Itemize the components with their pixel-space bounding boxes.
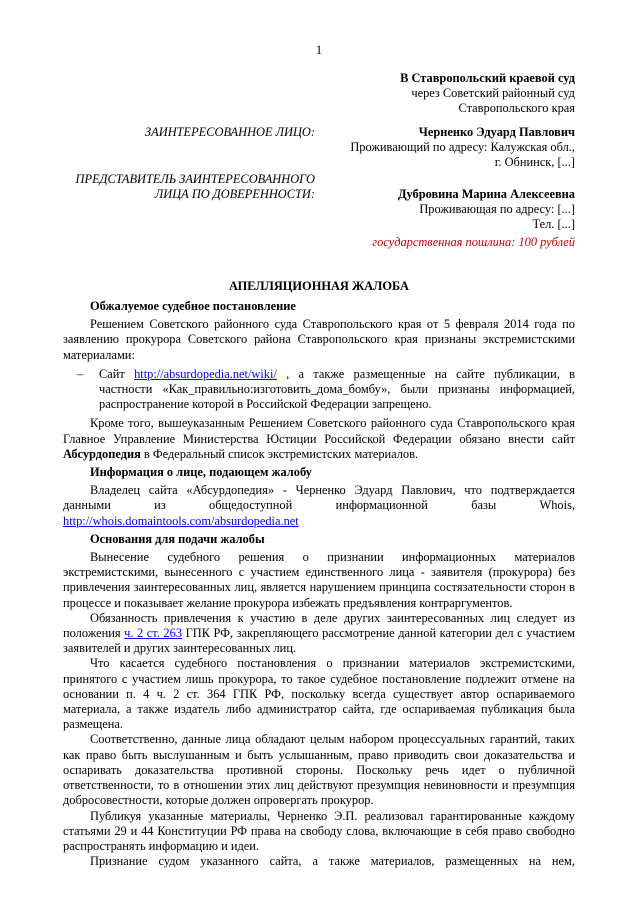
paragraph: Решением Советского районного суда Ставропольского края от 5 февраля 2014 года по заявлению прокурора Советского района Ставропольского края признаны экстремистскими материалами: (63, 317, 575, 362)
section-heading-appellant-info: Информация о лице, подающем жалобу (90, 465, 312, 480)
law-article-link[interactable]: ч. 2 ст. 263 (124, 626, 183, 641)
section-heading-appealed-decision: Обжалуемое судебное постановление (90, 299, 296, 313)
document-title: АПЕЛЛЯЦИОННАЯ ЖАЛОБА (228, 279, 410, 293)
paragraph: Соответственно, данные лица обладают целым набором процессуальных гарантий, таких как право быть выслушанным и быть услышанным, право приводить свои доказательства и оспаривать доказательства противной стороны. Поскольку речь идет о публичной ответственности, то в отношении этих лиц действуют презумпция невиновности и презумпция добросовестности, которые должен опровергать прокурор. (63, 732, 575, 808)
paragraph: Обязанность привлечения к участию в деле других заинтересованных лиц следует из положения ч. 2 ст. 263 ГПК РФ, закрепляющего рассмотрение данной категории дел с участием заявителей и других заинтересованных лиц. (63, 610, 576, 656)
site-name-bold: Абсурдопедия (63, 446, 141, 461)
interested-party-name: Черненко Эдуард Павлович (418, 125, 575, 139)
absurdopedia-link[interactable]: http://absurdopedia.net/wiki/ (134, 366, 277, 381)
interested-party-address-2: г. Обнинск, [...] (494, 155, 575, 170)
court-line-3: Ставропольского края (458, 101, 575, 116)
paragraph: Признание судом указанного сайта, а также материалов, размещенных на нем, (90, 854, 575, 869)
court-line-2: через Советский районный суд (411, 86, 575, 101)
representative-address: Проживающая по адресу: [...] (419, 202, 575, 217)
whois-link[interactable]: http://whois.domaintools.com/absurdopedia.net (63, 513, 299, 528)
representative-role: ПРЕДСТАВИТЕЛЬ ЗАИНТЕРЕСОВАННОГО ЛИЦА ПО ДОВЕРЕННОСТИ: (75, 172, 315, 202)
state-fee: государственная пошлина: 100 рублей (372, 235, 575, 249)
interested-party-address-1: Проживающий по адресу: Калужская обл., (350, 140, 575, 155)
document-body (63, 296, 575, 869)
page-number: 1 (315, 43, 323, 57)
bullet-dash: – (77, 366, 84, 381)
interested-party-role: ЗАИНТЕРЕСОВАННОЕ ЛИЦО: (145, 125, 315, 139)
court-line-1: В Ставропольский краевой суд (400, 71, 575, 85)
paragraph: Вынесение судебного решения о признании информационных материалов экстремистскими, вынесенного с участием единственного лица - заявителя (прокурора) без привлечения заинтересованных лиц, является нарушением принципа состязательности сторон в процессе и показывает желание прокурора избежать предъявления контраргументов. (63, 550, 575, 610)
representative-name: Дубровина Марина Алексеевна (397, 187, 575, 201)
paragraph: Владелец сайта «Абсурдопедия» - Черненко Эдуард Павлович, что подтверждается данными из общедоступной информационной базы Whois, http://whois.domaintools.com/absurdopedia.net (63, 483, 575, 528)
section-heading-grounds: Основания для подачи жалобы (90, 531, 265, 546)
representative-phone: Тел. [...] (532, 217, 575, 232)
court-addressee (400, 71, 575, 117)
paragraph: Публикуя указанные материалы, Черненко Э.П. реализовал гарантированные каждому статьями 29 и 44 Конституции РФ права на свободу слова, включающие в себя право свободно распространять информацию и идеи. (63, 808, 575, 853)
paragraph: Что касается судебного постановления о признании материалов экстремистскими, принятого с участием лишь прокурора, то такое судебное постановление подлежит отмене на основании п. 4 ч. 2 ст. 364 ГПК РФ, поскольку всегда существует автор оспариваемого материала, а также издатель либо администратор сайта, где оспариваемая публикация была размещена. (63, 656, 575, 732)
representative-block (398, 187, 575, 233)
interested-party-block (350, 125, 575, 171)
list-item: – Сайт http://absurdopedia.net/wiki/ , а также размещенные на сайте публикации, в частности «Как_правильно:изготовить_дома_бомбу», были признаны информацией, распространение которой в Российской Федерации запрещено. (77, 366, 575, 412)
paragraph: Кроме того, вышеуказанным Решением Советского районного суда Ставропольского края Главное Управление Министерства Юстиции Российской Федерации обязано внести сайт Абсурдопедия в Федеральный список экстремистских материалов. (63, 416, 575, 461)
